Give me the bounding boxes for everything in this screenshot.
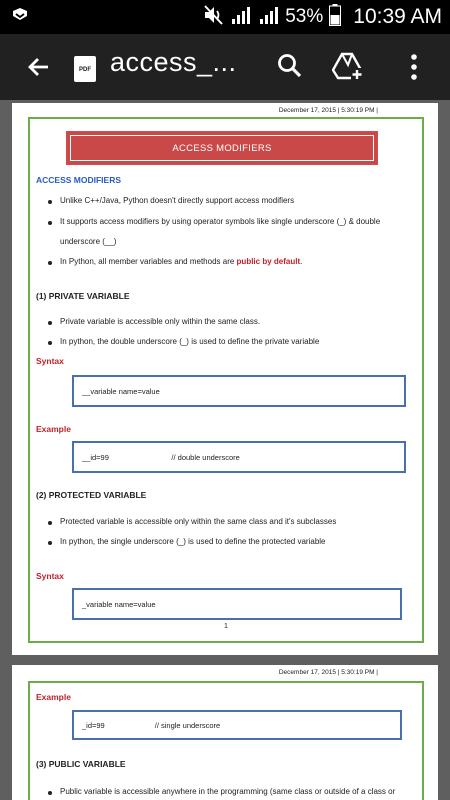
search-icon[interactable]: [276, 52, 304, 80]
example-label: Example: [36, 424, 71, 434]
code-text: __id=99 // double underscore: [82, 453, 240, 462]
title-text: ACCESS MODIFIERS: [70, 135, 374, 161]
document-title: access_...: [110, 47, 237, 77]
pdf-badge-label: PDF: [79, 67, 91, 73]
private-variable-heading: (1) PRIVATE VARIABLE: [36, 291, 130, 301]
page-border-frame: [28, 117, 424, 643]
list-item: In python, the double underscore (_) is used to define the private variable: [60, 337, 320, 346]
list-item-continuation: underscore (__): [60, 237, 117, 246]
pdf-file-icon: [74, 56, 96, 82]
protected-variable-heading: (2) PROTECTED VARIABLE: [36, 490, 147, 500]
pdf-page-2[interactable]: [12, 665, 438, 800]
code-box: [72, 375, 406, 407]
list-item: Protected variable is accessible only within the same class and it's subclasses: [60, 517, 337, 526]
notification-shield-icon: [12, 8, 28, 29]
list-item: Public variable is accessible anywhere in the programming (same class or outside of a class or: [60, 787, 396, 796]
code-text: _id=99 // single underscore: [82, 721, 221, 730]
syntax-label: Syntax: [36, 571, 64, 581]
list-item-text: In Python, all member variables and methods are: [60, 257, 237, 266]
signal-icon-2: [259, 5, 281, 30]
list-item: In python, the single underscore (_) is used to define the protected variable: [60, 537, 326, 546]
code-text: __variable name=value: [82, 387, 160, 396]
battery-percent: 53%: [285, 6, 324, 27]
public-variable-heading: (3) PUBLIC VARIABLE: [36, 759, 126, 769]
code-box: [72, 441, 406, 473]
example-label: Example: [36, 692, 71, 702]
list-item: [60, 257, 302, 266]
code-box: [72, 588, 402, 620]
mute-icon: [203, 5, 225, 30]
add-to-drive-icon[interactable]: [332, 52, 364, 82]
title-banner: [66, 131, 378, 165]
page-border-frame: [28, 681, 424, 800]
page-header-timestamp: December 17, 2015 | 5:30:19 PM |: [278, 669, 378, 676]
code-text: _variable name=value: [82, 600, 156, 609]
back-arrow-icon[interactable]: [24, 52, 54, 82]
pdf-page-1[interactable]: [12, 103, 438, 655]
more-options-icon[interactable]: [404, 51, 424, 83]
battery-icon: [329, 4, 341, 31]
list-item: Private variable is accessible only within the same class.: [60, 317, 261, 326]
app-toolbar: [0, 34, 450, 100]
page-number: 1: [224, 623, 228, 630]
page-header-timestamp: December 17, 2015 | 5:30:19 PM |: [278, 107, 378, 114]
status-bar: [0, 0, 450, 34]
public-by-default-text: public by default: [236, 257, 301, 266]
list-item: Unlike C++/Java, Python doesn't directly support access modifiers: [60, 196, 295, 205]
list-item: It supports access modifiers by using operator symbols like single underscore (_) & double: [60, 217, 381, 226]
section-heading: ACCESS MODIFIERS: [36, 175, 122, 185]
clock: 10:39 AM: [353, 5, 442, 28]
code-box: [72, 710, 402, 740]
syntax-label: Syntax: [36, 356, 64, 366]
list-item-period: .: [300, 257, 303, 266]
signal-icon: [231, 5, 253, 30]
